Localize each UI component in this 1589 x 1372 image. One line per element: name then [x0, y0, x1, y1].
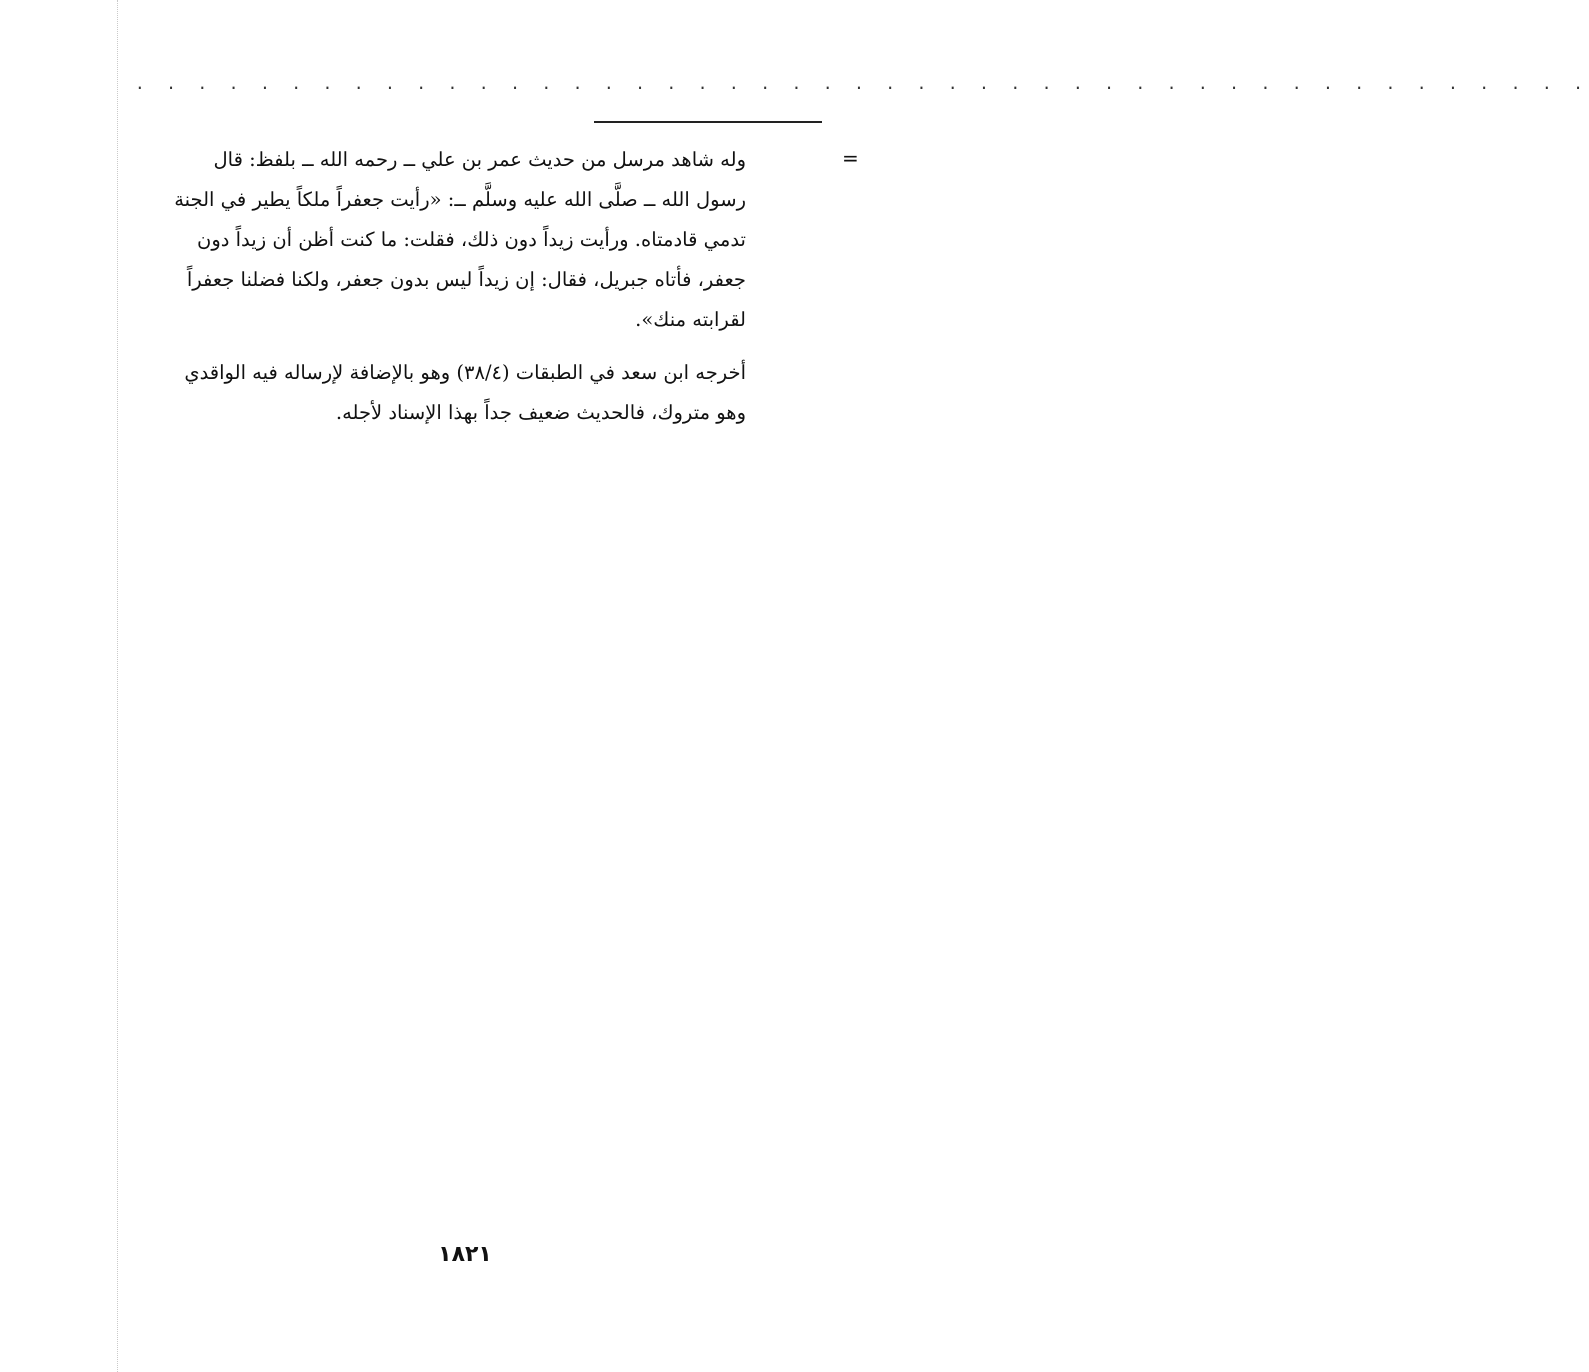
footnote-rule — [594, 121, 822, 123]
footnote-paragraph-1 — [126, 140, 746, 340]
text-line: رسول الله ــ صلَّى الله عليه وسلَّم ــ: «رأيت جعفراً ملكاً يطير في الجنة — [174, 188, 746, 211]
page-number: ١٨٢١ — [438, 1242, 492, 1267]
text-line: أخرجه ابن سعد في الطبقات (٣٨/٤) وهو بالإضافة لإرساله فيه الواقدي — [184, 361, 746, 384]
text-line: جعفر، فأتاه جبريل، فقال: إن زيداً ليس بدون جعفر، ولكنا فضلنا جعفراً — [186, 268, 746, 291]
text-line: تدمي قادمتاه. ورأيت زيداً دون ذلك، فقلت: ما كنت أظن أن زيداً دون — [197, 228, 746, 251]
text-line: وهو متروك، فالحديث ضعيف جداً بهذا الإسناد لأجله. — [335, 401, 746, 424]
scan-margin-line — [117, 0, 118, 1372]
text-line: لقرابته منك». — [635, 308, 746, 331]
dotted-separator: . . . . . . . . . . . . . . . . . . . . . . . . . . . . . . . . . . . . . . . . . . . . . . . — [135, 74, 1589, 93]
continuation-mark: = — [842, 146, 859, 170]
footnote-paragraph-2 — [126, 353, 746, 433]
text-line: وله شاهد مرسل من حديث عمر بن علي ــ رحمه الله ــ بلفظ: قال — [213, 148, 746, 171]
